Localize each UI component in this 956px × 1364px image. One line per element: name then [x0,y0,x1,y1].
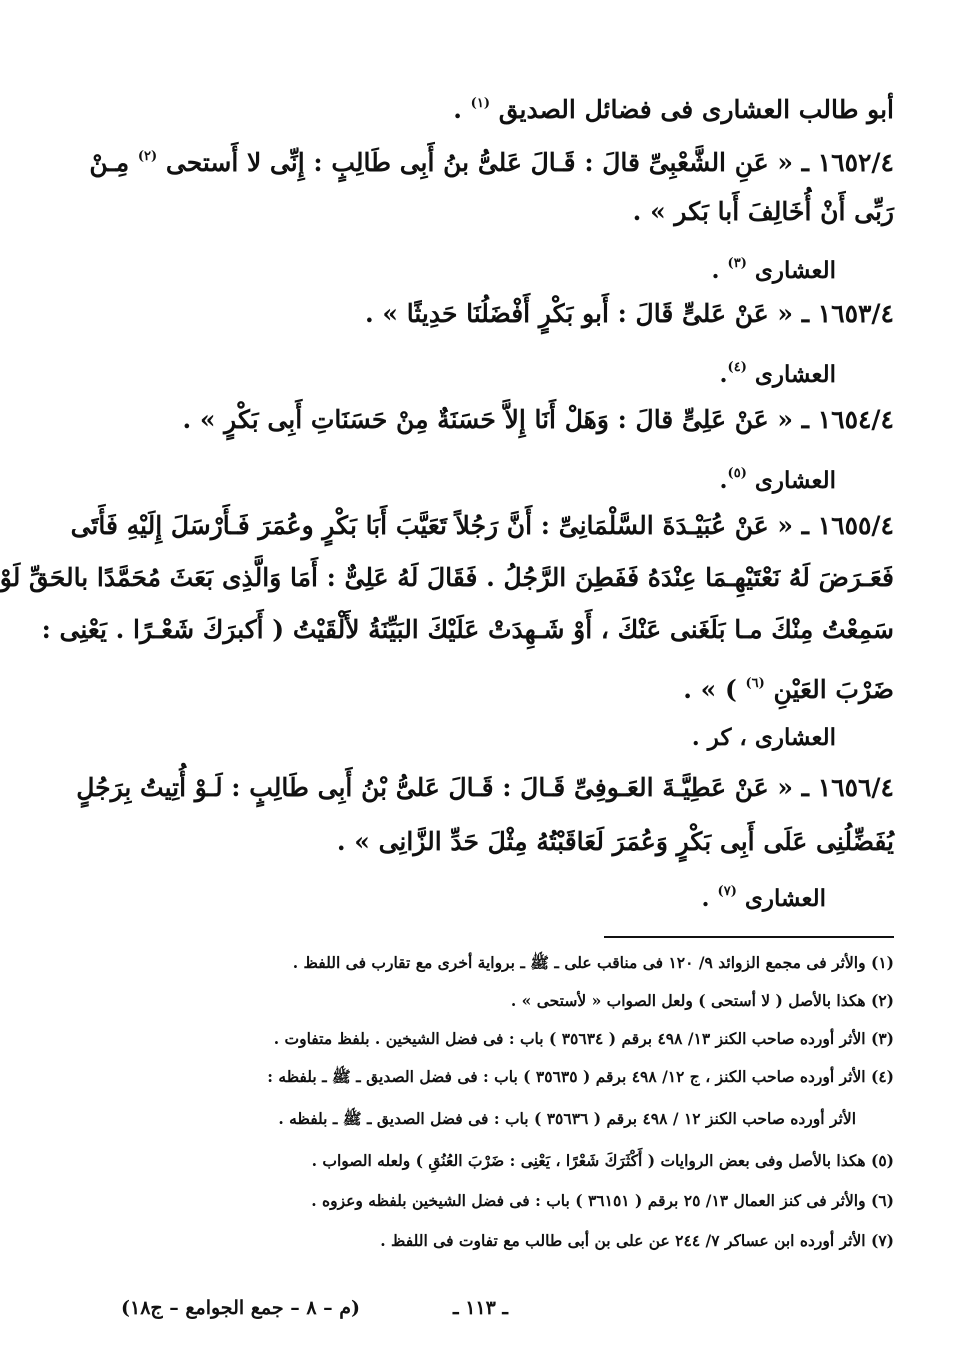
footnote-1: (١) والأثر فى مجمع الزوائد ٩/ ١٢٠ فى مناقب على ـ ﷺ ـ برواية أخرى مع تقارب فى اللفظ . [292,953,894,972]
body-text: ١٦٥٦/٤ ـ « عَنْ عَطِيَّـةَ العَـوفِىِّ قَـالَ : قَـالَ عَلىُّ بْنُ أَبِى طَالِبٍ : لَـوْ أُتِيتُ بِرَجُلٍ [76,773,894,802]
body-line-3 [123,190,894,236]
footnote-3: (٣) الأثر أورده صاحب الكنز ١٣/ ٤٩٨ برقم ( ٣٥٦٣٤ ) باب : فى فضل الشيخين . بلفظ متفاوت . [273,1029,894,1048]
body-line-10 [0,556,894,602]
body-line-7 [123,398,894,444]
body-text: العشارى [754,467,836,494]
body-line-14 [76,766,894,812]
body-text-tail: . [719,361,728,388]
body-line-16 [123,870,826,916]
footnote-7: (٧) الأثر أورده ابن عساكر ٧/ ٢٤٤ عن على بن أبى طالب مع تفاوت فى اللفظ . [380,1231,894,1250]
body-line-12 [123,662,894,708]
body-text-tail: . [453,95,471,124]
body-text: ١٦٥٢/٤ ـ « عَنِ الشَّعْبِىِّ قالَ : قَـالَ عَلىُّ بنُ أَبِى طَالِبٍ : إِنِّى لا أَستحى [165,148,894,177]
body-text: رَبِّى أَنْ أُخَالِفَ أَبا بَكر » . [632,197,894,226]
footnote-6: (٦) والأثر فى كنز العمال ١٣/ ٢٥ برقم ( ٣٦١٥١ ) باب : فى فضل الشيخين بلفظه وعزوه . [311,1191,894,1210]
footnote-5: (٥) هكذا بالأصل وفى بعض الروايات ( أَكْثَرَكَ شَعْرًا ، يَعْنِى : ضَرْبَ العُنُقِ ) ولعله الصواب . [311,1151,894,1170]
body-line-6 [123,346,836,392]
footnote-ref: (٢) [137,149,158,164]
body-line-5 [123,292,894,338]
footnote-ref: (١) [470,96,490,111]
body-line-9 [70,504,894,550]
footnote-2: (٢) هكذا بالأصل ( لا أستحى ) ولعل الصواب « لأستحى » . [510,991,894,1010]
body-text: ١٦٥٥/٤ ـ « عَنْ عُبَيْـدَةَ السَّلْمَانِىِّ : أَنَّ رَجُلاً تَعَيَّبَ أَبَا بَكْرٍ وعُمَرَ فَـأَرْسَلَ إِلَيْهِ فَأَتَى [70,511,894,540]
body-text: ١٦٥٤/٤ ـ « عَنْ عَلِىٍّ قالَ : وَهَلْ أَنَا إِلاَّ حَسَنَةٌ مِنْ حَسَنَاتِ أَبِى بَكْرٍ » . [182,405,894,434]
volume-label: (م – ٨ – جمع الجوامع – ج١٨) [121,1297,361,1319]
footnote-4: (٤) الأثر أورده صاحب الكنز ، ج ١٢/ ٤٩٨ برقم ( ٣٥٦٣٥ ) باب : فى فضل الصديق ـ ﷺ ـ بلفظه : [267,1067,894,1086]
body-text: يُفَضِّلُنِى عَلَى أَبِى بَكْرٍ وَعُمَرَ لَعَاقَبْتُهُ مِثْلَ حَدِّ الزَّانِى » . [336,827,894,856]
body-text-tail: . [719,467,728,494]
footnote-separator [604,936,894,938]
body-text: فَعَـرَضَ لَهُ نَعْتَيْهِـمَا عِنْدَهُ فَفَطِنَ الرَّجُلُ . فَقَالَ لَهُ عَلِىٌّ : أَمَا وَالَّذِى بَعَثَ مُحَمَّدًا بالحَقِّ لَوْ [0,563,894,592]
body-text: العشارى [754,257,836,284]
body-text: ضَرْبَ العَيْنِ [773,675,894,704]
body-text: أبو طالب العشارى فى فضائل الصديق [498,95,894,124]
footnote-ref: (٧) [717,884,737,899]
body-line-15 [123,820,894,866]
footnote-4-continued: الأثر أورده صاحب الكنز ١٢ / ٤٩٨ برقم ( ٣٥٦٣٦ ) باب : فى فضل الصديق ـ ﷺ ـ بلفظه . [278,1109,856,1128]
body-text: العشارى [744,885,826,912]
footnote-ref: (٦) [745,676,765,691]
body-text: العشارى [754,361,836,388]
body-text-tail: مِـنْ [89,148,138,177]
body-text-tail: ) » . [683,675,746,704]
body-text: سَمِعْتُ مِنْكَ مـا بَلَغَنى عَنْكَ ، أَوْ شَـهِدَتْ عَلَيْكَ البَيِّنَةُ لأَلْقَيْتُ ( أَكبرَكَ شَعْـرًا . يَعْنِى : [41,615,894,644]
footnote-ref: (٥) [727,466,747,481]
body-text-tail: . [711,257,728,284]
body-line-8 [123,452,836,498]
body-text: العشارى ، كر . [691,724,836,751]
page-number: ـ ١١٣ ـ [453,1297,508,1319]
body-line-2 [89,135,894,181]
body-line-13 [123,716,836,762]
body-line-11 [41,608,894,654]
body-line-4 [123,242,836,288]
body-text-tail: . [701,885,718,912]
footnote-ref: (٤) [727,360,747,375]
body-text: ١٦٥٣/٤ ـ « عَنْ عَلىٍّ قَالَ : أَبو بَكْرٍ أَفْضَلُنَا حَدِيثًا » . [364,299,894,328]
body-line-1 [123,82,894,128]
footnote-ref: (٣) [727,256,747,271]
